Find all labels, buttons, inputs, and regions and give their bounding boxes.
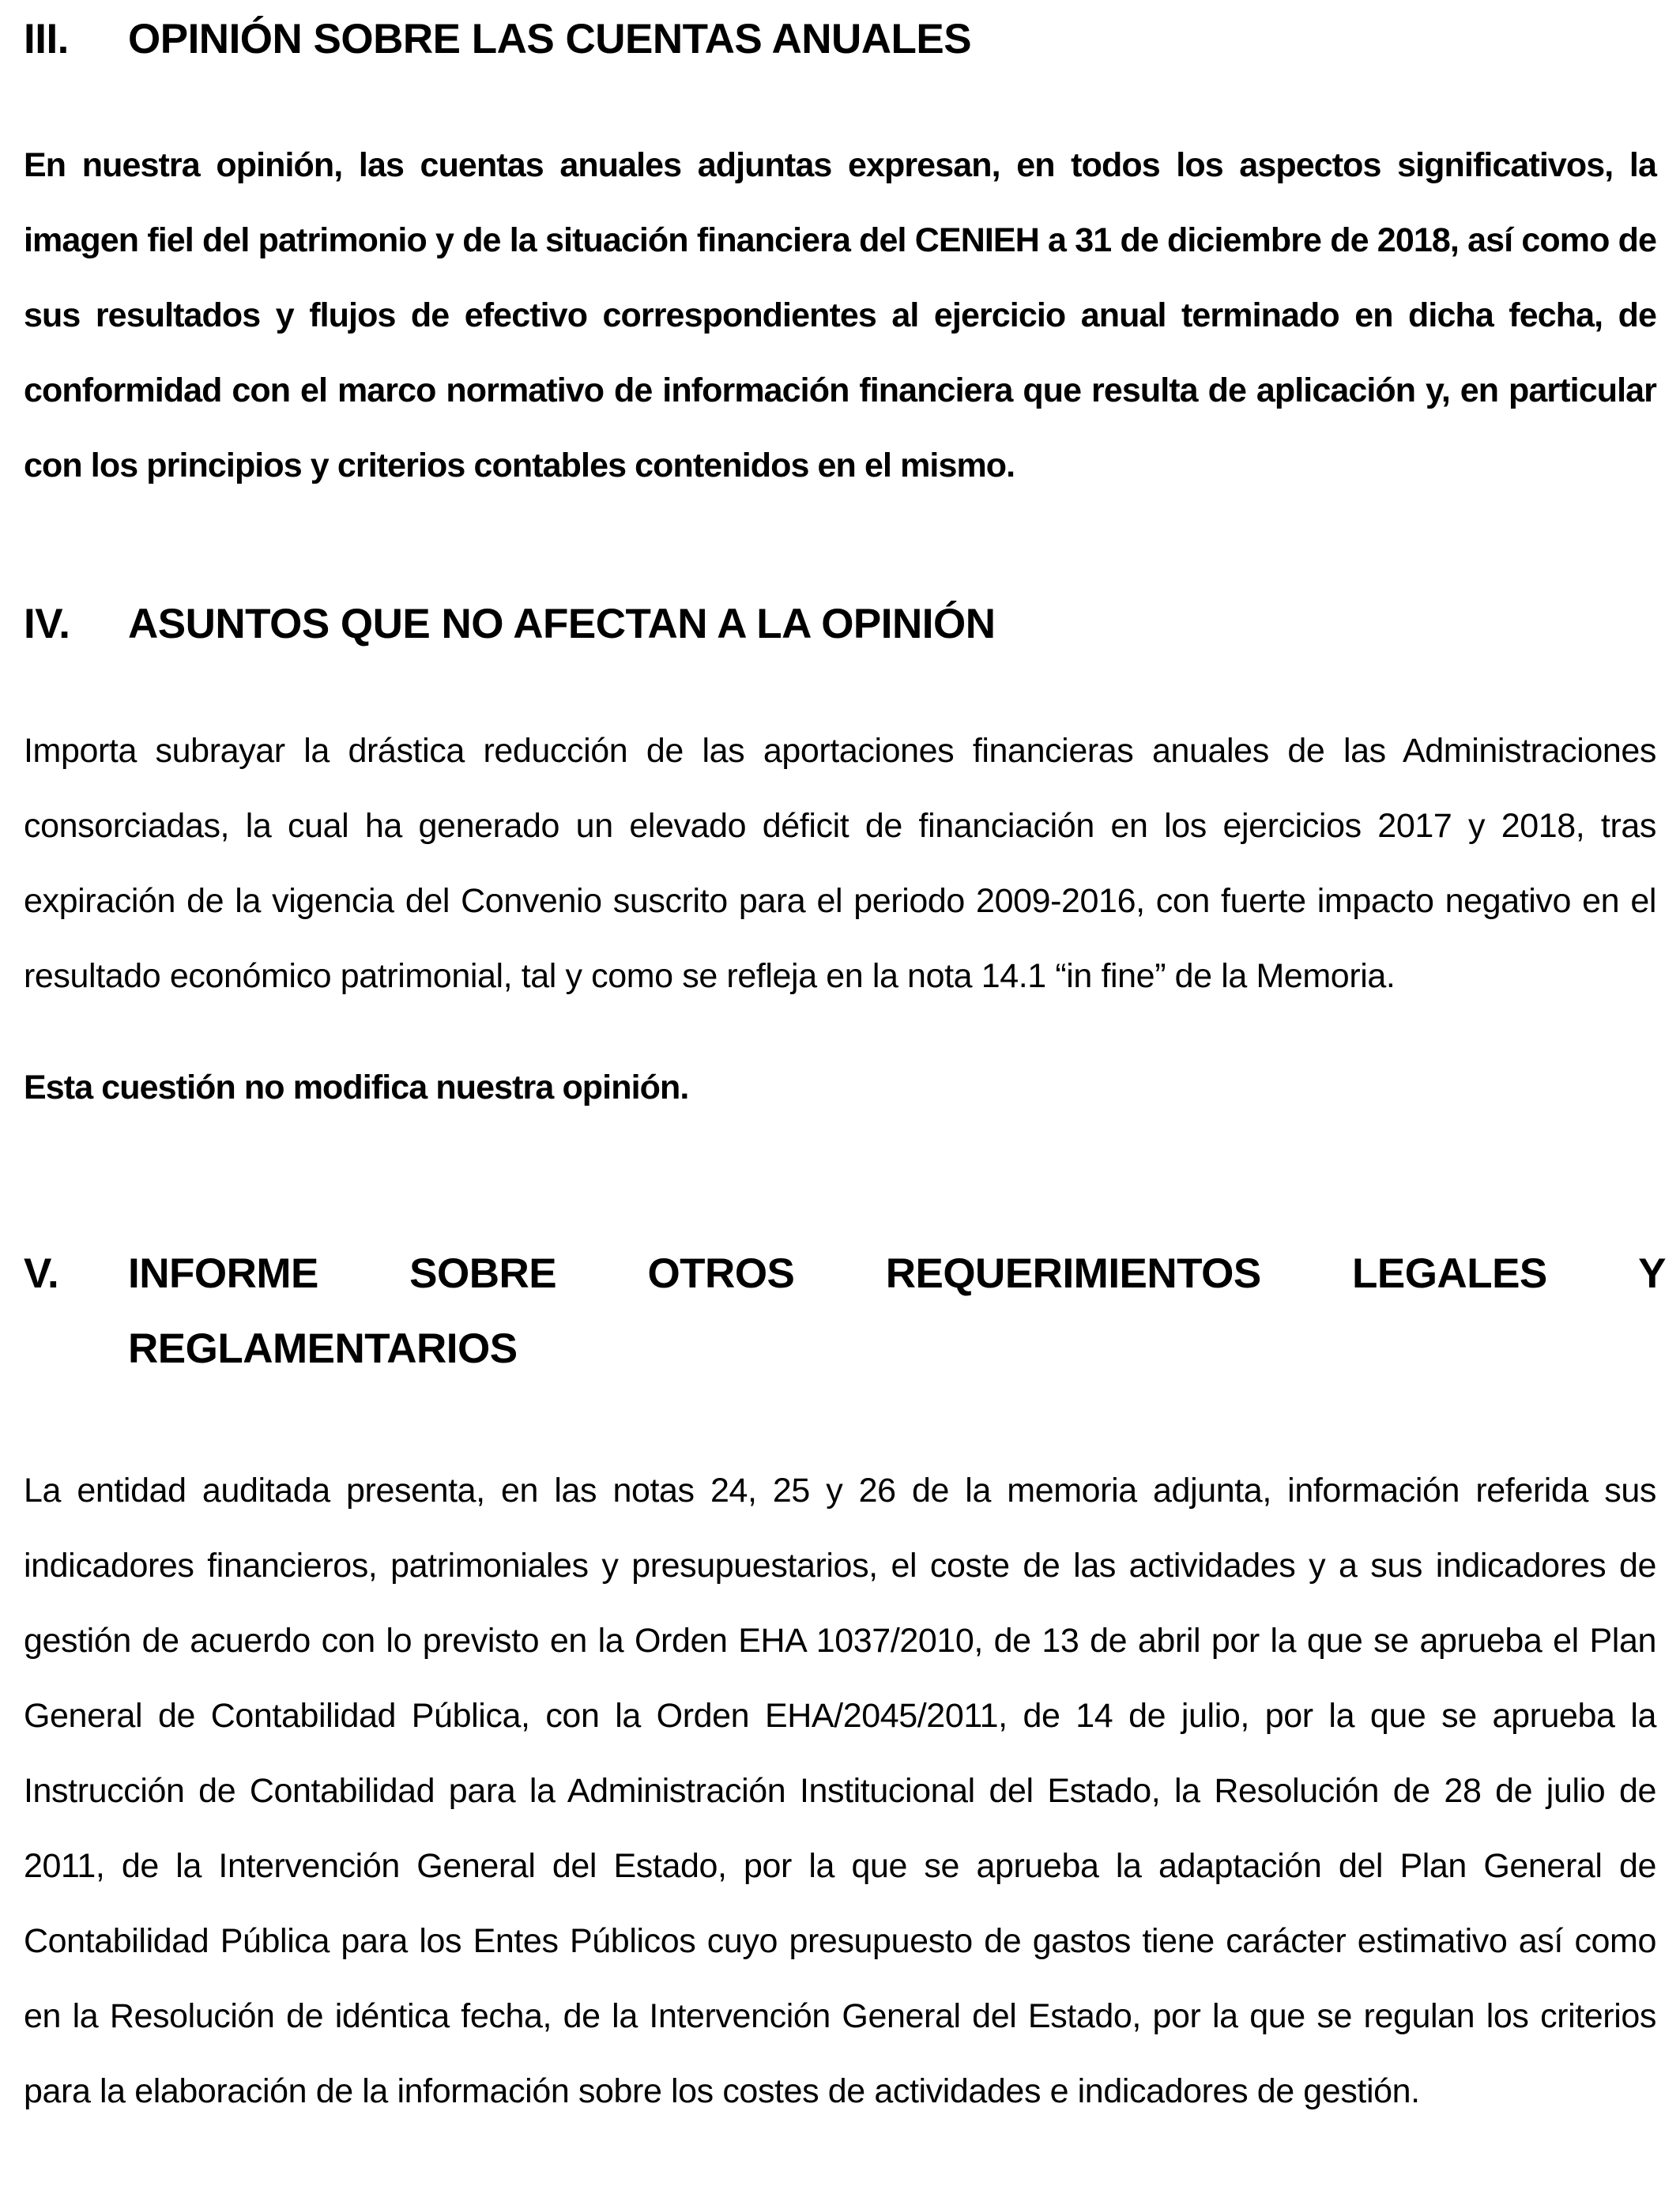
section-heading [24,1237,1666,1311]
section-heading [24,587,1656,662]
section-number: III. [24,16,69,62]
section-title: ASUNTOS QUE NO AFECTAN A LA OPINIÓN [128,601,996,647]
section-iii [24,2,1656,77]
section-number: V. [24,1250,59,1297]
title-word: REQUERIMIENTOS [885,1250,1261,1297]
title-word: Y [1638,1250,1666,1297]
section-number: IV. [24,601,70,647]
section-heading [24,2,1656,77]
paragraph-conclusion: Esta cuestión no modifica nuestra opinión. [24,1069,689,1106]
section-iv [24,587,1656,662]
document-page [24,0,1666,2194]
paragraph-asuntos: Importa subrayar la drástica reducción de las aportaciones financieras anuales de las Administraciones consorciadas, la cual ha generado un elevado déficit de financiación en los ejercicios 2017 y 2018, tras expiración de la vigencia del Convenio suscrito para el periodo 2009-2016, con fuerte impacto negativo en el resultado económico patrimonial, tal y como se refleja en la nota 14.1 “in fine” de la Memoria. [24,732,1656,995]
title-word: OTROS [647,1250,795,1297]
paragraph-opinion: En nuestra opinión, las cuentas anuales adjuntas expresan, en todos los aspectos significativos, la imagen fiel del patrimonio y de la situación financiera del CENIEH a 31 de diciembre de 2018, así como de sus resultados y flujos de efectivo correspondientes al ejercicio anual terminado en dicha fecha, de conformidad con el marco normativo de información financiera que resulta de aplicación y, en particular con los principios y criterios contables contenidos en el mismo. [24,146,1656,484]
section-title: OPINIÓN SOBRE LAS CUENTAS ANUALES [128,16,972,62]
section-v [24,1237,1666,1387]
section-title-continuation: REGLAMENTARIOS [128,1325,518,1372]
paragraph-informe: La entidad auditada presenta, en las notas 24, 25 y 26 de la memoria adjunta, información referida sus indicadores financieros, patrimoniales y presupuestarios, el coste de las actividades y a sus indicadores de gestión de acuerdo con lo previsto en la Orden EHA 1037/2010, de 13 de abril por la que se aprueba el Plan General de Contabilidad Pública, con la Orden EHA/2045/2011, de 14 de julio, por la que se aprueba la Instrucción de Contabilidad para la Administración Institucional del Estado, la Resolución de 28 de julio de 2011, de la Intervención General del Estado, por la que se aprueba la adaptación del Plan General de Contabilidad Pública para los Entes Públicos cuyo presupuesto de gastos tiene carácter estimativo así como en la Resolución de idéntica fecha, de la Intervención General del Estado, por la que se regulan los criterios para la elaboración de la información sobre los costes de actividades e indicadores de gestión. [24,1472,1656,2110]
title-word: INFORME [128,1250,318,1297]
title-word: LEGALES [1351,1250,1547,1297]
title-word: SOBRE [409,1250,557,1297]
section-title [128,1237,1666,1311]
